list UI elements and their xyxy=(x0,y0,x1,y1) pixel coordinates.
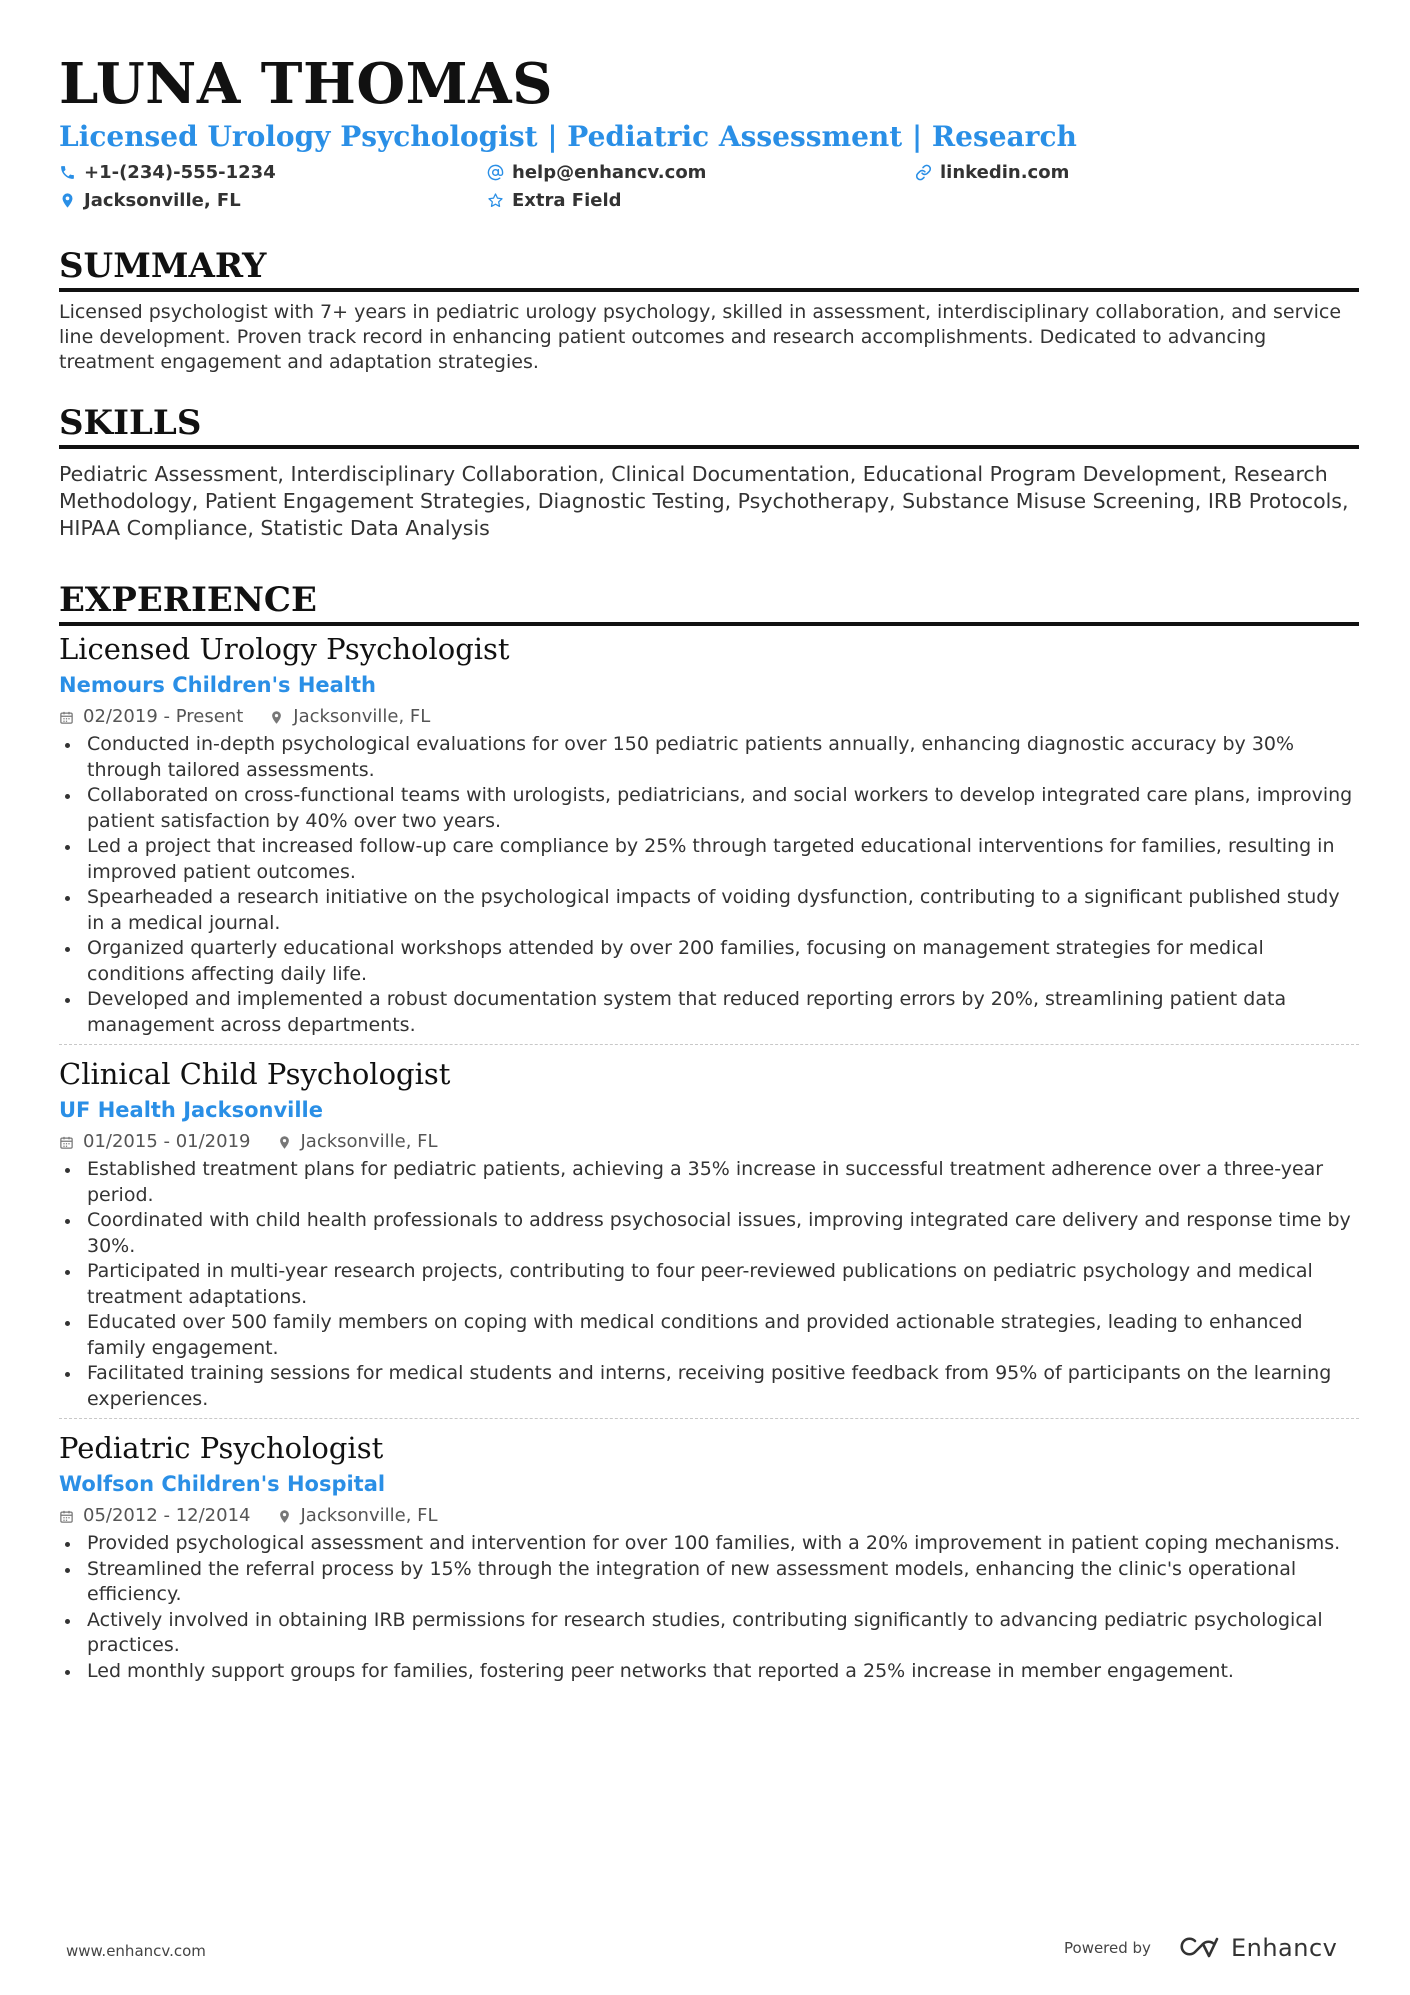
star-icon xyxy=(487,192,504,209)
job-bullet: Participated in multi-year research projects, contributing to four peer-reviewed publications on pediatric psychology and medical treatment adaptations. xyxy=(59,1259,1359,1310)
summary-section xyxy=(59,246,1359,375)
map-pin-icon xyxy=(269,710,284,725)
skills-section xyxy=(59,403,1359,542)
company-name: Nemours Children's Health xyxy=(59,673,376,697)
job-location: Jacksonville, FL xyxy=(300,1131,438,1152)
contact-linkedin[interactable] xyxy=(915,160,1359,184)
job-location: Jacksonville, FL xyxy=(300,1505,438,1526)
job-bullets xyxy=(59,1531,1359,1684)
linkedin-text: linkedin.com xyxy=(940,161,1070,183)
contact-phone[interactable] xyxy=(59,160,487,184)
job-bullet: Established treatment plans for pediatric patients, achieving a 35% increase in successful treatment adherence over a three-year period. xyxy=(59,1157,1359,1208)
job-bullets xyxy=(59,732,1359,1038)
calendar-icon xyxy=(59,710,74,725)
link-icon xyxy=(915,164,932,181)
footer-branding xyxy=(1064,1934,1337,1962)
job-entry xyxy=(59,1418,1359,1690)
job-bullets xyxy=(59,1157,1359,1412)
phone-icon xyxy=(59,164,76,181)
summary-text: Licensed psychologist with 7+ years in pediatric urology psychology, skilled in assessment, interdisciplinary collaboration, and service line development. Proven track record in enhancing patient outcomes and research accomplishments. Dedicated to advancing treatment engagement and adaptation strategies. xyxy=(59,301,1342,373)
job-bullet: Coordinated with child health professionals to address psychosocial issues, improving integrated care delivery and response time by 30%. xyxy=(59,1208,1359,1259)
job-title: Clinical Child Psychologist xyxy=(59,1057,451,1091)
job-entry xyxy=(59,1044,1359,1418)
candidate-headline: Licensed Urology Psychologist | Pediatric Assessment | Research xyxy=(59,120,1077,153)
job-bullet: Provided psychological assessment and intervention for over 100 families, with a 20% improvement in patient coping mechanisms. xyxy=(59,1531,1359,1557)
resume-content xyxy=(59,52,1359,1690)
contact-email[interactable] xyxy=(487,160,915,184)
job-bullet: Actively involved in obtaining IRB permissions for research studies, contributing significantly to advancing pediatric psychological practices. xyxy=(59,1608,1359,1659)
map-pin-icon xyxy=(277,1135,292,1150)
skills-heading: SKILLS xyxy=(59,403,1359,449)
job-title: Pediatric Psychologist xyxy=(59,1431,384,1465)
experience-section xyxy=(59,580,1359,1690)
at-sign-icon xyxy=(487,164,504,181)
skills-text: Pediatric Assessment, Interdisciplinary Collaboration, Clinical Documentation, Educational Program Development, Research Methodology, Patient Engagement Strategies, Diagnostic Testing, Psychotherapy, Substance Misuse Screening, IRB Protocols, HIPAA Compliance, Statistic Data Analysis xyxy=(59,462,1349,540)
job-bullet: Developed and implemented a robust documentation system that reduced reporting errors by 20%, streamlining patient data management across departments. xyxy=(59,987,1359,1038)
job-title: Licensed Urology Psychologist xyxy=(59,632,510,666)
company-name: Wolfson Children's Hospital xyxy=(59,1472,386,1496)
job-bullet: Organized quarterly educational workshops attended by over 200 families, focusing on management strategies for medical conditions affecting daily life. xyxy=(59,936,1359,987)
job-dates: 01/2015 - 01/2019 xyxy=(83,1131,251,1152)
contact-location xyxy=(59,188,487,212)
brand-name: Enhancv xyxy=(1230,1934,1338,1962)
map-pin-icon xyxy=(277,1509,292,1524)
summary-heading: SUMMARY xyxy=(59,246,1359,292)
extra-text: Extra Field xyxy=(512,189,622,211)
contact-extra xyxy=(487,188,915,212)
job-bullet: Streamlined the referral process by 15% through the integration of new assessment models, enhancing the clinic's operational efficiency. xyxy=(59,1557,1359,1608)
email-text: help@enhancv.com xyxy=(512,161,707,183)
job-bullet: Conducted in-depth psychological evaluations for over 150 pediatric patients annually, enhancing diagnostic accuracy by 30% through tailored assessments. xyxy=(59,732,1359,783)
job-location: Jacksonville, FL xyxy=(293,706,431,727)
candidate-name: LUNA THOMAS xyxy=(59,51,554,117)
job-dates: 02/2019 - Present xyxy=(83,706,244,727)
contact-info xyxy=(59,160,1359,212)
enhancv-logo[interactable] xyxy=(1177,1934,1337,1962)
map-pin-icon xyxy=(59,192,76,209)
location-text: Jacksonville, FL xyxy=(84,189,241,211)
job-bullet: Spearheaded a research initiative on the psychological impacts of voiding dysfunction, contributing to a significant published study in a medical journal. xyxy=(59,885,1359,936)
job-entry xyxy=(59,630,1359,1044)
company-name: UF Health Jacksonville xyxy=(59,1098,323,1122)
enhancv-logo-icon xyxy=(1177,1935,1221,1961)
job-meta xyxy=(59,1129,1359,1155)
powered-by-label: Powered by xyxy=(1064,1939,1151,1957)
experience-heading: EXPERIENCE xyxy=(59,580,1359,626)
job-bullet: Educated over 500 family members on coping with medical conditions and provided actionable strategies, leading to enhanced family engagement. xyxy=(59,1310,1359,1361)
job-dates: 05/2012 - 12/2014 xyxy=(83,1505,251,1526)
job-bullet: Led a project that increased follow-up care compliance by 25% through targeted educational interventions for families, resulting in improved patient outcomes. xyxy=(59,834,1359,885)
calendar-icon xyxy=(59,1509,74,1524)
phone-text: +1-(234)-555-1234 xyxy=(84,161,276,183)
job-bullet: Facilitated training sessions for medical students and interns, receiving positive feedback from 95% of participants on the learning experiences. xyxy=(59,1361,1359,1412)
calendar-icon xyxy=(59,1135,74,1150)
job-meta xyxy=(59,1503,1359,1529)
job-meta xyxy=(59,704,1359,730)
job-bullet: Collaborated on cross-functional teams with urologists, pediatricians, and social workers to develop integrated care plans, improving patient satisfaction by 40% over two years. xyxy=(59,783,1359,834)
job-bullet: Led monthly support groups for families, fostering peer networks that reported a 25% increase in member engagement. xyxy=(59,1659,1359,1685)
footer-website[interactable]: www.enhancv.com xyxy=(66,1942,206,1960)
